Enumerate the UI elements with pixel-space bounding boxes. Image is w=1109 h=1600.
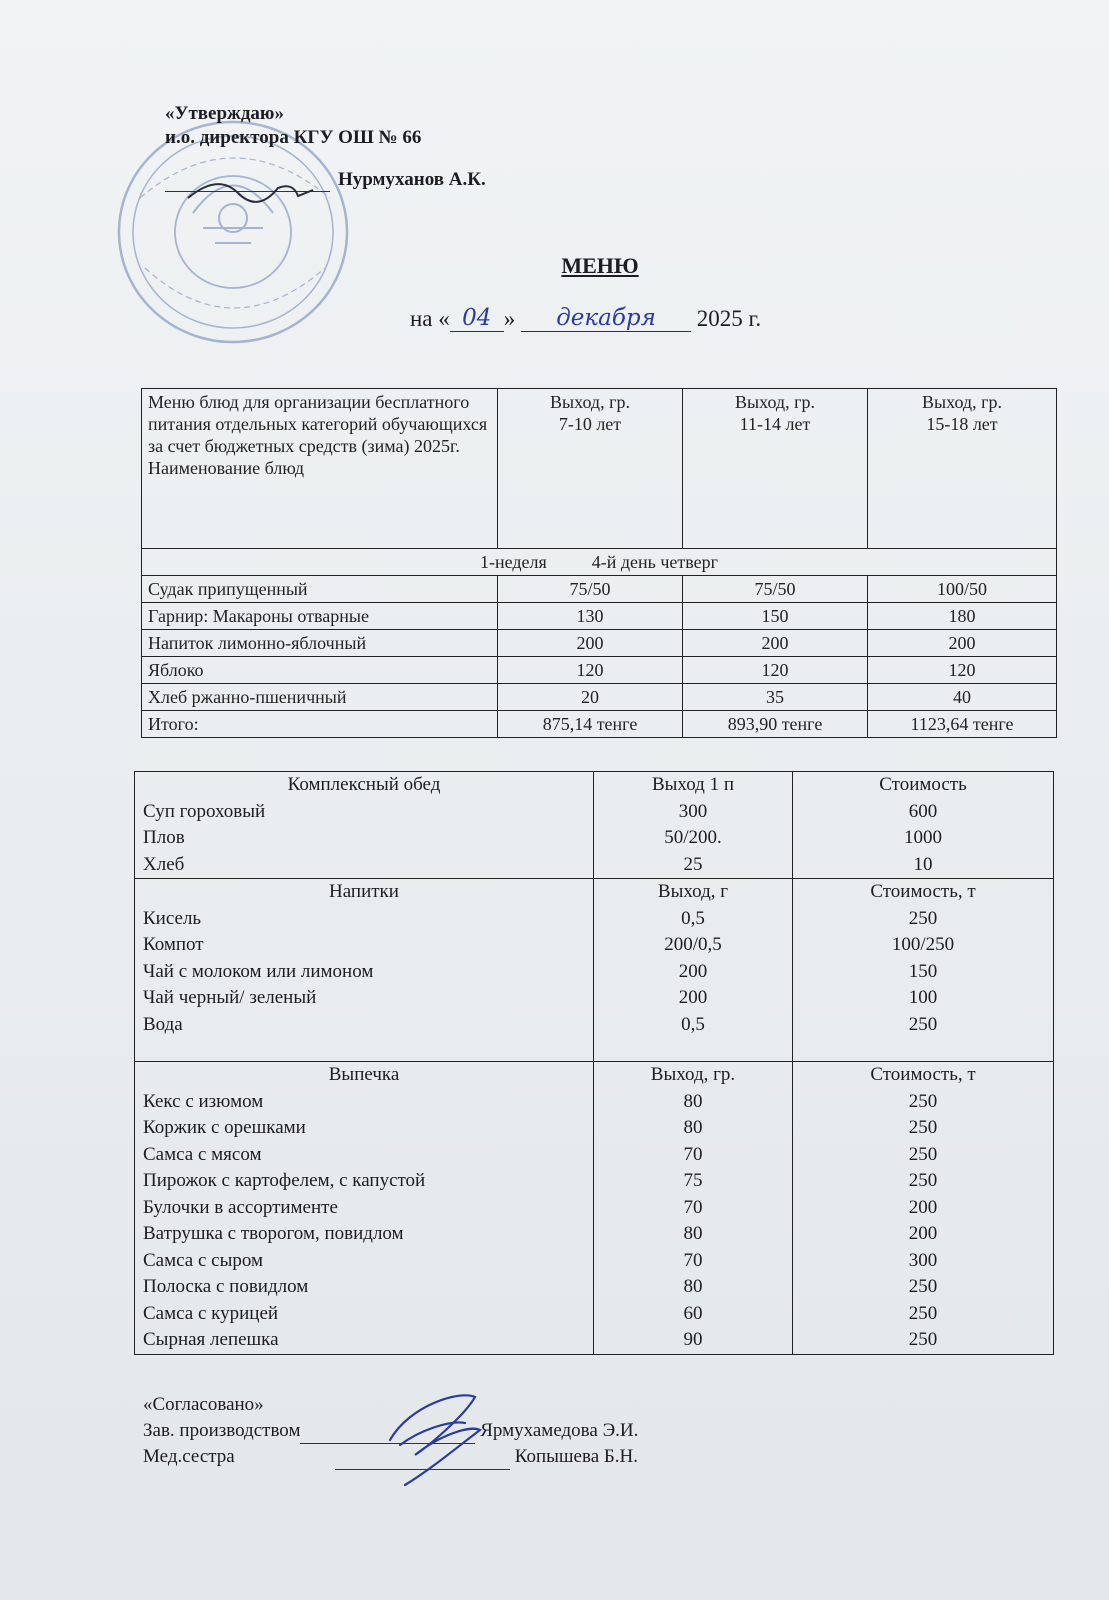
list-item: Коржик с орешками bbox=[143, 1117, 306, 1138]
drinks-price-header: Стоимость, т bbox=[870, 881, 976, 902]
drinks-block bbox=[135, 879, 1054, 1062]
list-item: Сырная лепешка bbox=[143, 1329, 279, 1350]
handwritten-signature bbox=[370, 1385, 500, 1490]
dish-name: Гарнир: Макароны отварные bbox=[142, 603, 498, 630]
date-month: декабря bbox=[521, 305, 691, 332]
list-item: 80 bbox=[683, 1117, 703, 1138]
lunch-price-header: Стоимость bbox=[879, 774, 967, 795]
list-item: 25 bbox=[683, 853, 703, 875]
director-signature bbox=[178, 168, 328, 208]
header-col-15-18-age: 15-18 лет bbox=[926, 414, 998, 434]
lunch-outputs bbox=[594, 772, 793, 879]
agreed-title: «Согласовано» bbox=[143, 1394, 264, 1415]
lunch-prices bbox=[793, 772, 1054, 879]
portion-11-14: 120 bbox=[683, 657, 868, 684]
total-15-18: 1123,64 тенге bbox=[868, 711, 1057, 738]
date-year: 2025 г. bbox=[696, 306, 762, 331]
list-item: Чай с молоком или лимоном bbox=[143, 960, 374, 982]
paid-menu-table bbox=[134, 771, 1054, 1355]
header-col-11-14 bbox=[683, 389, 868, 549]
list-item: Булочки в ассортименте bbox=[143, 1196, 338, 1218]
lunch-header: Комплексный обед bbox=[287, 774, 441, 795]
dish-name: Хлеб ржанно-пшеничный bbox=[142, 684, 498, 711]
list-item: Самса с курицей bbox=[143, 1302, 279, 1324]
lunch-block bbox=[135, 772, 1054, 879]
portion-11-14: 150 bbox=[683, 603, 868, 630]
list-item: Чай черный/ зеленый bbox=[143, 987, 317, 1008]
week-day-row bbox=[142, 549, 1057, 576]
list-item: Кисель bbox=[143, 907, 202, 929]
header-name-col: Меню блюд для организации бесплатного питания отдельных категорий обучающихся за счет бюджетных средств (зима) 2025г. Наименование блюд bbox=[142, 389, 498, 549]
list-item: 250 bbox=[908, 907, 938, 929]
list-item: 250 bbox=[908, 1170, 938, 1191]
dish-name: Напиток лимонно-яблочный bbox=[142, 630, 498, 657]
list-item: 200/0,5 bbox=[664, 934, 722, 955]
drinks-prices bbox=[793, 879, 1054, 1062]
total-label: Итого: bbox=[142, 711, 498, 738]
bakery-output-header: Выход, гр. bbox=[650, 1064, 736, 1085]
portion-7-10: 75/50 bbox=[498, 576, 683, 603]
header-col-15-18 bbox=[868, 389, 1057, 549]
list-item: 250 bbox=[908, 1276, 938, 1297]
list-item: Кекс с изюмом bbox=[143, 1090, 264, 1112]
list-item: 60 bbox=[683, 1302, 703, 1324]
drinks-outputs bbox=[594, 879, 793, 1062]
list-item: 90 bbox=[683, 1329, 703, 1350]
list-item: 75 bbox=[683, 1170, 703, 1191]
list-item: Ватрушка с творогом, повидлом bbox=[143, 1223, 404, 1244]
list-item: Компот bbox=[143, 934, 204, 955]
portion-11-14: 200 bbox=[683, 630, 868, 657]
bakery-prices bbox=[793, 1062, 1054, 1355]
total-row bbox=[142, 711, 1057, 738]
date-line bbox=[410, 305, 761, 332]
list-item: 250 bbox=[908, 1090, 938, 1112]
portion-7-10: 130 bbox=[498, 603, 683, 630]
header-col-15-18-title: Выход, гр. bbox=[922, 392, 1002, 412]
list-item: 0,5 bbox=[681, 907, 705, 929]
header-col-7-10 bbox=[498, 389, 683, 549]
list-item: 200 bbox=[678, 960, 708, 982]
free-meal-table bbox=[141, 388, 1057, 738]
list-item: 250 bbox=[908, 1329, 938, 1350]
date-mid: » bbox=[503, 306, 516, 331]
dish-name: Судак припущенный bbox=[142, 576, 498, 603]
list-item: 80 bbox=[683, 1276, 703, 1297]
list-item: Вода bbox=[143, 1013, 183, 1035]
portion-15-18: 180 bbox=[868, 603, 1057, 630]
table-row bbox=[142, 684, 1057, 711]
list-item: 250 bbox=[908, 1013, 938, 1035]
list-item: 150 bbox=[908, 960, 938, 982]
total-11-14: 893,90 тенге bbox=[683, 711, 868, 738]
drinks-names bbox=[135, 879, 594, 1062]
list-item: 80 bbox=[683, 1223, 703, 1244]
list-item: 70 bbox=[683, 1196, 703, 1218]
role-nurse: Мед.сестра bbox=[143, 1446, 235, 1467]
portion-7-10: 120 bbox=[498, 657, 683, 684]
list-item: Пирожок с картофелем, с капустой bbox=[143, 1170, 426, 1191]
list-item: 250 bbox=[908, 1117, 938, 1138]
page-title: МЕНЮ bbox=[561, 253, 639, 278]
table-header-row bbox=[142, 389, 1057, 549]
list-item: 0,5 bbox=[681, 1013, 705, 1035]
list-item: Самса с мясом bbox=[143, 1143, 262, 1165]
drinks-header: Напитки bbox=[329, 881, 399, 902]
approval-title: «Утверждаю» bbox=[165, 103, 284, 124]
week-day-label: 1-неделя 4-й день четверг bbox=[142, 549, 1057, 576]
approval-signer: Нурмуханов А.К. bbox=[338, 169, 486, 190]
list-item: 70 bbox=[683, 1249, 703, 1271]
lunch-names bbox=[135, 772, 594, 879]
list-item: 600 bbox=[908, 800, 938, 822]
role-production: Зав. производством bbox=[143, 1420, 301, 1441]
list-item: Плов bbox=[143, 827, 185, 848]
list-item: 70 bbox=[683, 1143, 703, 1165]
total-7-10: 875,14 тенге bbox=[498, 711, 683, 738]
list-item: 100/250 bbox=[891, 934, 955, 955]
list-item: Хлеб bbox=[143, 853, 185, 875]
portion-15-18: 100/50 bbox=[868, 576, 1057, 603]
portion-7-10: 200 bbox=[498, 630, 683, 657]
list-item: 250 bbox=[908, 1143, 938, 1165]
dish-name: Яблоко bbox=[142, 657, 498, 684]
bakery-header: Выпечка bbox=[328, 1064, 400, 1085]
list-item: 300 bbox=[908, 1249, 938, 1271]
table-row bbox=[142, 576, 1057, 603]
list-item: 1000 bbox=[904, 827, 942, 848]
list-item: 300 bbox=[678, 800, 708, 822]
list-item: 10 bbox=[913, 853, 933, 875]
table-row bbox=[142, 657, 1057, 684]
bakery-price-header: Стоимость, т bbox=[870, 1064, 976, 1085]
person-nurse: Копышева Б.Н. bbox=[514, 1446, 639, 1467]
approval-position: и.о. директора КГУ ОШ № 66 bbox=[165, 127, 422, 148]
portion-15-18: 200 bbox=[868, 630, 1057, 657]
date-day: 04 bbox=[450, 305, 504, 332]
header-col-11-14-title: Выход, гр. bbox=[735, 392, 815, 412]
table-row bbox=[142, 630, 1057, 657]
bakery-block bbox=[135, 1062, 1054, 1355]
bakery-outputs bbox=[594, 1062, 793, 1355]
bakery-names bbox=[135, 1062, 594, 1355]
portion-15-18: 120 bbox=[868, 657, 1057, 684]
list-item: 200 bbox=[908, 1196, 938, 1218]
list-item: 80 bbox=[683, 1090, 703, 1112]
list-item: Полоска с повидлом bbox=[143, 1276, 309, 1297]
list-item: Суп гороховый bbox=[143, 800, 266, 822]
list-item: 200 bbox=[908, 1223, 938, 1244]
list-item: 250 bbox=[908, 1302, 938, 1324]
list-item: 100 bbox=[908, 987, 938, 1008]
portion-15-18: 40 bbox=[868, 684, 1057, 711]
portion-7-10: 20 bbox=[498, 684, 683, 711]
list-item: Самса с сыром bbox=[143, 1249, 264, 1271]
header-col-7-10-age: 7-10 лет bbox=[558, 414, 622, 434]
lunch-output-header: Выход 1 п bbox=[651, 774, 734, 795]
portion-11-14: 35 bbox=[683, 684, 868, 711]
header-col-11-14-age: 11-14 лет bbox=[739, 414, 811, 434]
date-prefix: на « bbox=[410, 306, 450, 331]
header-col-7-10-title: Выход, гр. bbox=[550, 392, 630, 412]
list-item: 50/200. bbox=[664, 827, 722, 848]
list-item: 200 bbox=[678, 987, 708, 1008]
drinks-output-header: Выход, г bbox=[657, 881, 729, 902]
table-row bbox=[142, 603, 1057, 630]
portion-11-14: 75/50 bbox=[683, 576, 868, 603]
person-production: Ярмухамедова Э.И. bbox=[480, 1420, 639, 1441]
